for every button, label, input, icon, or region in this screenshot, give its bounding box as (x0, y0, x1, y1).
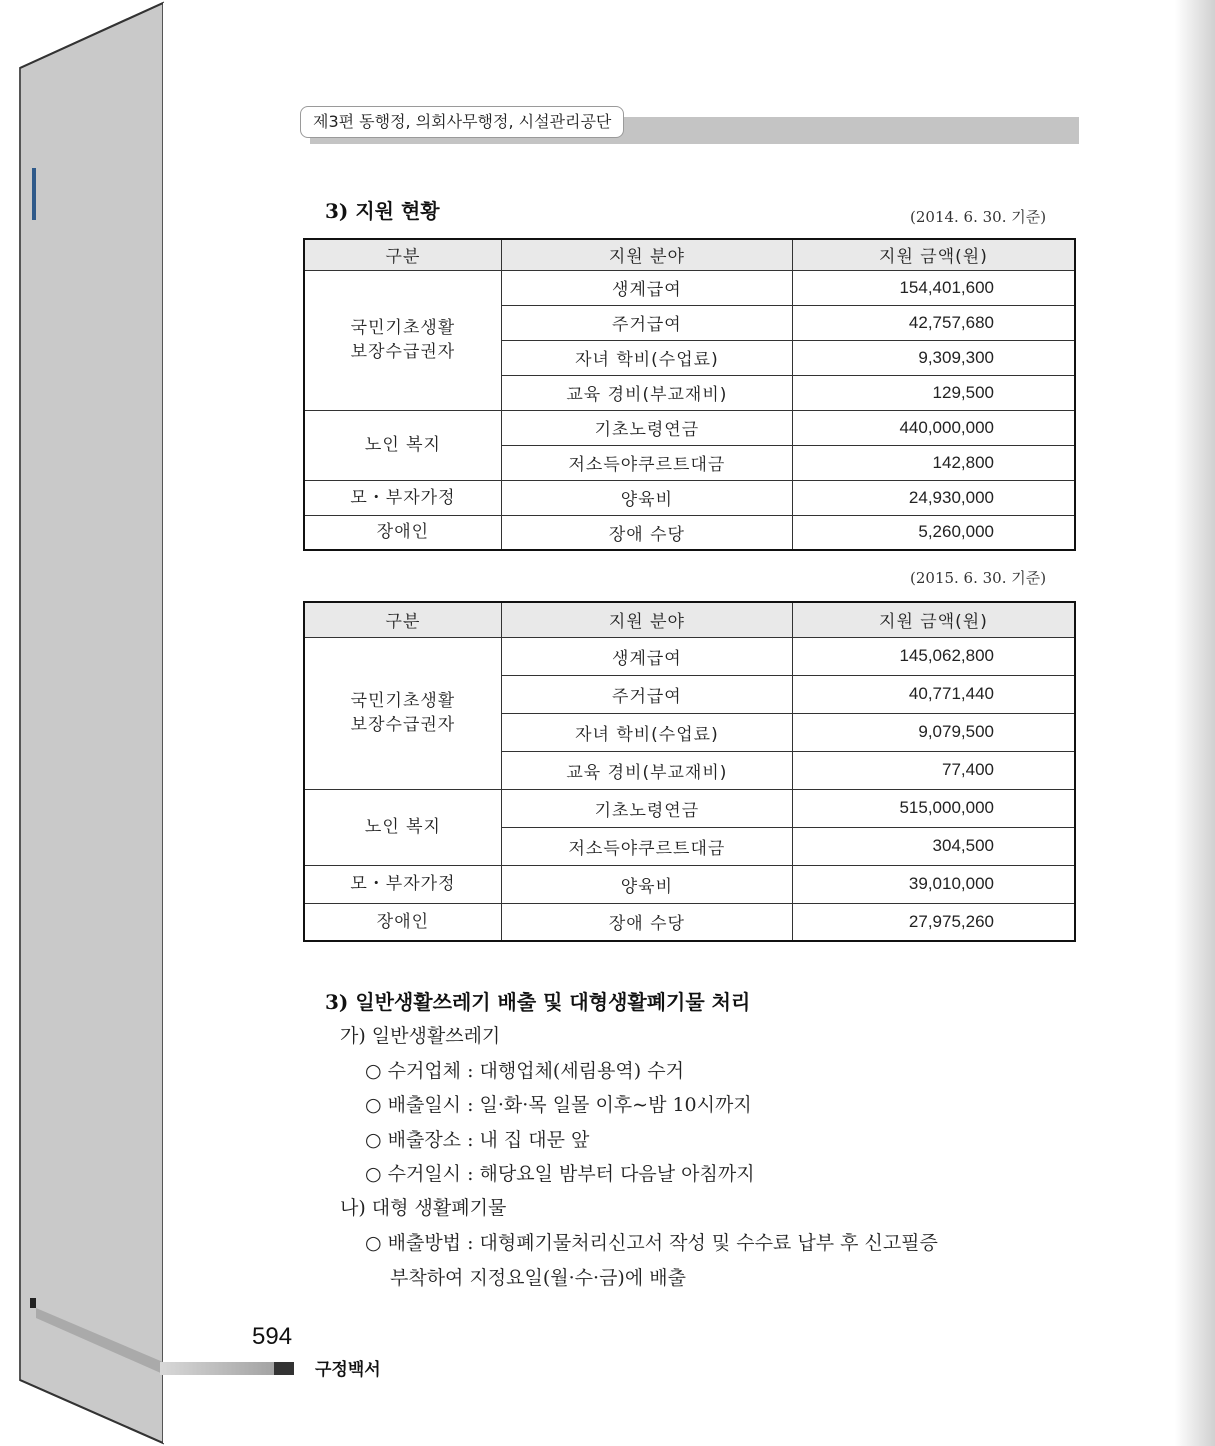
category-cell: 장애인 (304, 515, 501, 550)
amount-cell: 145,062,800 (792, 637, 1075, 675)
column-header: 구분 (304, 239, 501, 270)
table-basis-date: (2015. 6. 30. 기준) (910, 569, 1047, 587)
table-row (304, 270, 1075, 305)
amount-cell: 24,930,000 (792, 480, 1075, 515)
list-item: ○ 배출방법 : 대형폐기물처리신고서 작성 및 수수료 납부 후 신고필증 (365, 1232, 938, 1254)
column-header: 구분 (304, 602, 501, 637)
amount-cell: 77,400 (792, 751, 1075, 789)
table-row (304, 865, 1075, 903)
amount-cell: 440,000,000 (792, 410, 1075, 445)
book-title: 구정백서 (315, 1360, 381, 1380)
amount-cell: 5,260,000 (792, 515, 1075, 550)
list-item: ○ 배출장소 : 내 집 대문 앞 (365, 1129, 590, 1151)
field-cell: 장애 수당 (501, 903, 792, 941)
column-header: 지원 분야 (501, 602, 792, 637)
waste-section-title: 3) 일반생활쓰레기 배출 및 대형생활폐기물 처리 (325, 990, 751, 1014)
field-cell: 교육 경비(부교재비) (501, 375, 792, 410)
field-cell: 생계급여 (501, 270, 792, 305)
amount-cell: 154,401,600 (792, 270, 1075, 305)
column-header: 지원 분야 (501, 239, 792, 270)
table-row (304, 903, 1075, 941)
amount-cell: 515,000,000 (792, 789, 1075, 827)
chapter-tab: 제3편 동행정, 의회사무행정, 시설관리공단 (300, 106, 624, 138)
table-row (304, 410, 1075, 445)
field-cell: 자녀 학비(수업료) (501, 713, 792, 751)
field-cell: 생계급여 (501, 637, 792, 675)
amount-cell: 9,079,500 (792, 713, 1075, 751)
amount-cell: 27,975,260 (792, 903, 1075, 941)
category-cell: 노인 복지 (304, 789, 501, 865)
list-item: ○ 수거업체 : 대행업체(세림용역) 수거 (365, 1060, 684, 1082)
field-cell: 자녀 학비(수업료) (501, 340, 792, 375)
table-row (304, 637, 1075, 675)
section-title: 3) 지원 현황 (325, 199, 440, 223)
field-cell: 교육 경비(부교재비) (501, 751, 792, 789)
support-table-2014 (303, 238, 1076, 551)
category-cell (304, 270, 501, 410)
field-cell: 기초노령연금 (501, 410, 792, 445)
footer-marker (274, 1362, 294, 1375)
field-cell: 저소득야쿠르트대금 (501, 445, 792, 480)
table-row (304, 789, 1075, 827)
field-cell: 장애 수당 (501, 515, 792, 550)
amount-cell: 142,800 (792, 445, 1075, 480)
field-cell: 양육비 (501, 865, 792, 903)
category-cell: 장애인 (304, 903, 501, 941)
field-cell: 기초노령연금 (501, 789, 792, 827)
field-cell: 주거급여 (501, 675, 792, 713)
list-item-continuation: 부착하여 지정요일(월·수·금)에 배출 (390, 1267, 686, 1289)
field-cell: 저소득야쿠르트대금 (501, 827, 792, 865)
amount-cell: 9,309,300 (792, 340, 1075, 375)
category-label: 국민기초생활 보장수급권자 (350, 691, 456, 735)
amount-cell: 40,771,440 (792, 675, 1075, 713)
page-edge-shadow (1175, 0, 1215, 1446)
amount-cell: 304,500 (792, 827, 1075, 865)
amount-cell: 39,010,000 (792, 865, 1075, 903)
table-header-row (304, 602, 1075, 637)
category-cell: 모・부자가정 (304, 865, 501, 903)
table-row (304, 480, 1075, 515)
support-table-2015 (303, 601, 1076, 942)
field-cell: 주거급여 (501, 305, 792, 340)
column-header: 지원 금액(원) (792, 602, 1075, 637)
page-number: 594 (252, 1323, 293, 1350)
amount-cell: 42,757,680 (792, 305, 1075, 340)
amount-cell: 129,500 (792, 375, 1075, 410)
field-cell: 양육비 (501, 480, 792, 515)
column-header: 지원 금액(원) (792, 239, 1075, 270)
category-label: 국민기초생활 보장수급권자 (350, 318, 456, 362)
category-cell: 모・부자가정 (304, 480, 501, 515)
table-row (304, 515, 1075, 550)
subsection-b-heading: 나) 대형 생활폐기물 (340, 1197, 507, 1219)
subsection-a-heading: 가) 일반생활쓰레기 (340, 1025, 501, 1047)
table-basis-date: (2014. 6. 30. 기준) (910, 208, 1047, 226)
list-item: ○ 수거일시 : 해당요일 밤부터 다음날 아침까지 (365, 1163, 755, 1185)
list-item: ○ 배출일시 : 일·화·목 일몰 이후∼밤 10시까지 (365, 1094, 752, 1116)
table-header-row (304, 239, 1075, 270)
category-cell: 노인 복지 (304, 410, 501, 480)
category-cell (304, 637, 501, 789)
